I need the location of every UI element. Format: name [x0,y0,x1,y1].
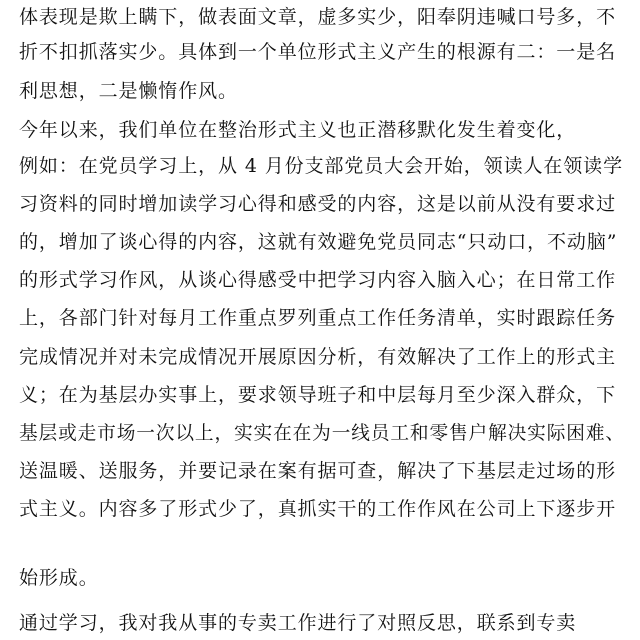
text-line: 折不扣抓落实少。具体到一个单位形式主义产生的根源有二：一是名 [19,41,617,63]
text-line: 式主义。内容多了形式少了，真抓实干的工作作风在公司上下逐步开 [19,498,617,520]
text-line: 利思想，二是懒惰作风。 [19,80,238,102]
text-line: 完成情况并对未完成情况开展原因分析，有效解决了工作上的形式主 [19,346,617,368]
document-page [19,0,625,640]
text-line: 送温暖、送服务，并要记录在案有据可查，解决了下基层走过场的形 [19,460,617,482]
text-line: 的形式学习作风，从谈心得感受中把学习内容入脑入心；在日常工作 [19,269,617,291]
text-line: 义；在为基层办实事上，要求领导班子和中层每月至少深入群众，下 [19,384,617,406]
text-line: 上，各部门针对每月工作重点罗列重点工作任务清单，实时跟踪任务 [19,307,617,329]
text-line: 的，增加了谈心得的内容，这就有效避免党员同志“只动口，不动脑” [19,231,618,253]
text-line: 体表现是欺上瞒下，做表面文章，虚多实少，阳奉阴违喊口号多，不 [19,6,617,28]
text-line: 基层或走市场一次以上，实实在在为一线员工和零售户解决实际困难、 [19,422,625,444]
text-line: 今年以来，我们单位在整治形式主义也正潜移默化发生着变化， [19,119,577,141]
text-line: 例如：在党员学习上，从 4 月份支部党员大会开始，领读人在领读学 [19,155,623,177]
text-line: 通过学习，我对我从事的专卖工作进行了对照反思，联系到专卖 [19,612,577,634]
text-line: 习资料的同时增加读学习心得和感受的内容，这是以前从没有要求过 [19,193,617,215]
text-line: 始形成。 [19,567,99,589]
